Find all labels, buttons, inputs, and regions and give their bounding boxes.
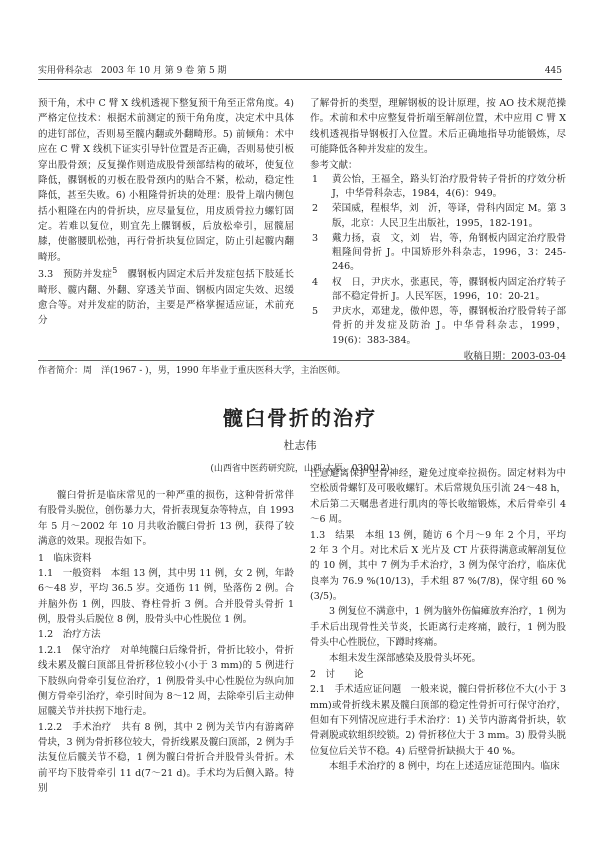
- references-list: [310, 173, 566, 348]
- article-left-column: [38, 488, 294, 797]
- paragraph: 1.1 一般资料 本组 13 例，其中男 11 例，女 2 例，年龄 6～48 岁，平均 36.5 岁。交通伤 11 例，坠落伤 2 例。合并脑外伤 1 例，四肢、脊柱骨折 3 例。合并股骨头骨折 1 例，股骨头后脱位 8 例，股骨头中心性脱位 1 例。: [38, 567, 294, 625]
- prev-article-text: 预干角，术中 C 臂 X 线机透视下整复预干角至正常角度。4) 严格定位技术：根据术前测定的预干角角度，决定术中具体的进钉部位，否则易至髋内翻或外翻畸形。5) 前倾角：术中应在 C 臂 X 线机下证实引导针位置是否正确，否则易使引板穿出股骨颈；反复操作则造成股骨颈部结构的破坏，使复位降低，髁钢板的刃板在股骨颈内的贴合不紧，松动，稳定性降低，甚至失败。6) 小粗隆骨折块的处理：股骨上端内侧包括小粗隆在内的骨折块，应尽量复位，用皮质骨拉力螺钉固定。若难以复位，则宜先上髁钢板，后放松牵引，屈髋屈膝，使髂腰肌松弛，再行骨折块复位固定，防止引起髋内翻畸形。: [38, 98, 294, 263]
- received-date: 收稿日期：2003-03-04: [463, 350, 566, 362]
- prev-article-text-cont: 了解骨折的类型，理解钢板的设计原理，按 AO 技术规范操作。术前和术中应整复骨折端至解剖位置，术中应用 C 臂 X 线机透视指导钢板打入位置。术后正确地指导功能锻炼，尽可能降低各种并发症的发生。: [310, 98, 566, 156]
- section-3-3: 3.3 预防并发症$^5$ 髁钢板内固定术后并发症包括下肢延长畸形、髋内翻、外翻、穿透关节面、钢板内固定失效、迟缓愈合等。对并发症的防治，主要是严格掌握适应证，术前充分: [38, 266, 294, 327]
- reference-text: 戴力扬，袁 文，刘 岩，等，角钢板内固定治疗股骨粗隆间骨折 J。中国矫形外科杂志，1996，3：245-246。: [332, 232, 566, 273]
- article-title: 髋臼骨折的治疗: [223, 406, 377, 430]
- paragraph: 本组未发生深部感染及股骨头坏死。: [329, 652, 482, 664]
- references-label: 参考文献：: [310, 159, 358, 171]
- reference-item: [310, 202, 566, 231]
- prev-article-right-column: [310, 96, 566, 364]
- paragraph: 注意避离保护坐骨神经，避免过度牵拉损伤。固定材料为中空松质骨螺钉及可吸收螺钉。术后常规负压引流 24～48 h，术后第二天嘱患者进行肌肉的等长收缩锻炼，术后骨牵引 4～6 周。: [310, 468, 566, 526]
- reference-number: 5: [312, 306, 319, 318]
- reference-item: [310, 173, 566, 202]
- paragraph: 2 讨 论: [310, 668, 364, 680]
- reference-item: [310, 305, 566, 348]
- paragraph: 1.2 治疗方法: [38, 629, 101, 641]
- paragraph: 2.1 手术适应证问题 一般来说，髋臼骨折移位不大(小于 3 mm)或骨折线未累及髋臼顶部的稳定性骨折可行保守治疗，但如有下列情况应进行手术治疗：1) 关节内游离骨折块，软骨剥脱或软组织绞锁。2) 骨折移位大于 3 mm。3) 股骨头脱位复位后关节不稳。4) 后壁骨折缺损大于 40 %。: [310, 684, 566, 757]
- article-right-column: [310, 466, 566, 775]
- reference-number: 3: [312, 232, 319, 244]
- paragraph: 1.2.2 手术治疗 共有 8 例，其中 2 例为关节内有游离碎骨块，3 例为骨折移位较大，骨折线累及髋臼顶部，2 例为手法复位后髋关节不稳，1 例为髋臼骨折合并股骨头骨折。术前平均下肢骨牵引 11 d(7～21 d)。手术均为后侧入路。特别: [38, 721, 294, 795]
- reference-item: [310, 276, 566, 305]
- article-affiliation: (山西省中医药研究院，山西 太原 030012): [210, 464, 390, 474]
- journal-info: 实用骨科杂志 2003 年 10 月 第 9 卷 第 5 期: [38, 66, 227, 76]
- paragraph: 1.3 结果 本组 13 例，随访 6 个月～9 年 2 个月，平均 2 年 3 个月。对比术后 X 光片及 CT 片获得满意或解剖复位的 10 例，其中 7 例为手术治疗，3 例为保守治疗，临床优良率为 76.9 %(10/13)，手术组 87 %(7/8)，保守组 60 %(3/5)。: [310, 529, 566, 602]
- paragraph: 本组手术治疗的 8 例中，均在上述适应证范围内。临床: [329, 761, 560, 773]
- reference-text: 权 日，尹庆水，张惠民，等，髁钢板内固定治疗转子部不稳定骨折 J。人民军医，1996，10：20-21。: [332, 276, 566, 302]
- paragraph: 1 临床资料: [38, 552, 92, 564]
- reference-number: 1: [312, 173, 319, 185]
- paragraph: 髋臼骨折是临床常见的一种严重的损伤，这种骨折常伴有股骨头脱位，创伤暴力大，骨折表现复杂等特点，自 1993 年 5 月～2002 年 10 月共收治髋臼骨折 13 例，获得了较满意的效果。现报告如下。: [38, 490, 294, 548]
- reference-text: 荣国威，程根华，刘 沂，等译，骨科内固定 M。第 3 版，北京：人民卫生出版社，1995，182-191。: [332, 203, 566, 229]
- reference-number: 2: [312, 203, 319, 215]
- paragraph: 1.2.1 保守治疗 对单纯髋臼后缘骨折，骨折比较小，骨折线未累及髋臼顶部且骨折移位较小(小于 3 mm)的 5 例进行下肢纵向骨牵引复位治疗，1 例股骨头中心性脱位为纵向加侧方骨牵引治疗，牵引时间为 8～12 周，去除牵引后主动伸屈髋关节并扶拐下地行走。: [38, 644, 294, 718]
- reference-text: 黄公怡，王福全，路头钉治疗股骨转子骨折的疗效分析 J，中华骨科杂志，1984，4(6)：949。: [332, 173, 566, 200]
- reference-item: [310, 232, 566, 275]
- reference-text: 尹庆水，邓建龙，傲仲恩，等，髁钢板治疗股骨转子部骨折的并发症及防治 J。中华骨科杂志，1999，19(6)：383-384。: [332, 306, 566, 346]
- running-header: [38, 64, 562, 80]
- prev-article-left-column: [38, 96, 294, 329]
- article-author: 杜志伟: [283, 439, 317, 452]
- reference-number: 4: [312, 276, 319, 288]
- page-number: 445: [544, 66, 562, 76]
- paragraph: 3 例复位不满意中，1 例为脑外伤偏瘫放弃治疗，1 例为手术后出现骨性关节炎，长距离行走疼痛，跛行，1 例为股骨头中心性脱位，下蹲时疼痛。: [310, 606, 566, 649]
- author-note: 作者简介：周 洋(1967 - )，男，1990 年毕业于重庆医科大学，主治医师。: [38, 360, 562, 379]
